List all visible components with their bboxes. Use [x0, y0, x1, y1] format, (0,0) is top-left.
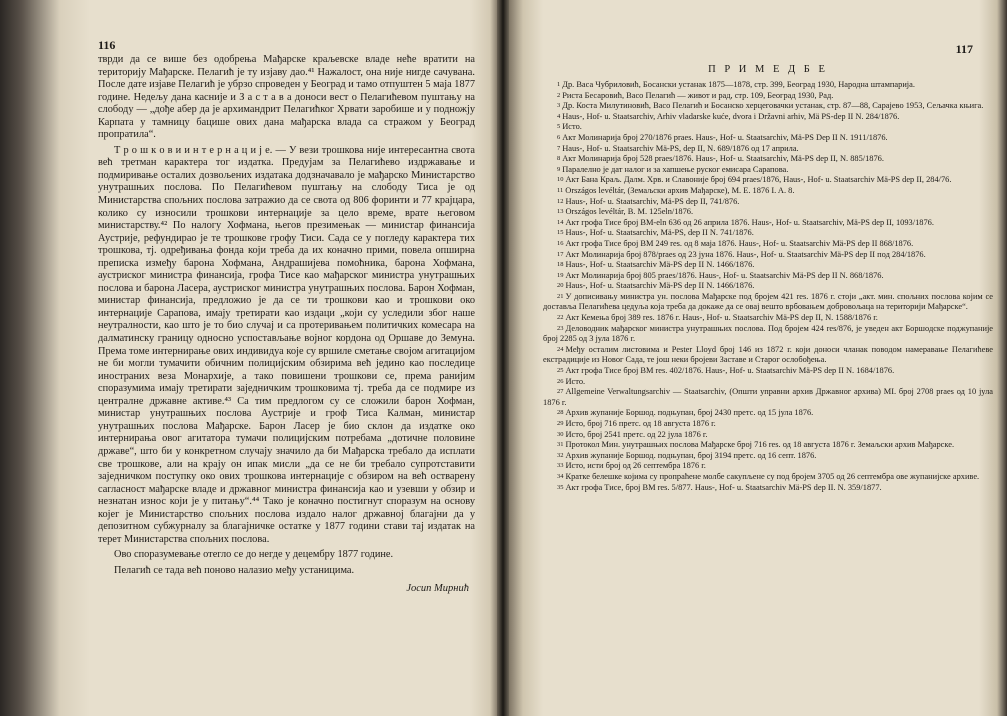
note-item — [543, 228, 993, 239]
note-item — [543, 292, 993, 313]
note-text: Исто, број 2541 претс. од 22 јула 1876 г. — [565, 429, 708, 439]
note-item — [543, 430, 993, 441]
note-number: 29 — [557, 420, 564, 427]
note-number: 23 — [557, 324, 564, 332]
note-item — [543, 281, 993, 292]
note-item — [543, 154, 993, 165]
note-number: 9 — [557, 165, 561, 173]
note-text: Архив жупаније Боршод. подњупан, број 3194 претс. од 16 септ. 1876. — [565, 450, 817, 460]
note-number: 17 — [557, 250, 564, 258]
note-text: Акт Молинарија број 528 praes/1876. Haus-, Hof- u. Staatsarchiv, Mä-PS dep II, N. 885/1876. — [562, 154, 884, 164]
note-item — [543, 80, 993, 91]
note-text: Haus-, Hof- u. Staatsarchiv Mä-PS dep II N. 1466/1876. — [565, 281, 755, 291]
note-text: Haus-, Hof- u. Staatsarchiv, Arhiv vladarske kuće, dvora i Državni arhiv, Mä PS-dep II N. 284/1876. — [562, 111, 900, 121]
note-number: 24 — [557, 345, 564, 353]
note-item — [543, 207, 993, 218]
note-number: 35 — [557, 483, 564, 491]
note-text: Allgemeine Verwaltungsarchiv — Staatsarchiv, (Општи управни архив Државног архива) MI. број 2708 praes од 10 јула 1876 г. — [543, 387, 993, 407]
note-item — [543, 472, 993, 483]
note-item — [543, 271, 993, 282]
note-text: У дописивању министра ун. послова Мађарске под бројем 421 res. 1876 г. стоји „акт. мин. спољних послова којим се доставља Пелагићева цедуља која треба да докаже да се овај вешто врбовањем добровољаца на територији Мађарске“. — [543, 291, 993, 312]
note-number: 31 — [557, 441, 564, 449]
note-text: Акт грофа Тисе број BM 249 res. од 8 маја 1876. Haus-, Hof- u. Staatsarchiv Mä-PS dep II 868/1876. — [565, 238, 914, 248]
note-item — [543, 239, 993, 250]
note-text: Исто, исти број од 26 септембра 1876 г. — [565, 461, 706, 471]
page-number-left: 116 — [98, 38, 116, 52]
note-number: 1 — [557, 81, 561, 88]
note-number: 2 — [557, 91, 561, 99]
note-item — [543, 483, 993, 494]
note-text: Протокол Мин. унутрашњих послова Мађарске број 716 res. од 18 августа 1876 г. Земаљски архив Мађарске. — [565, 440, 955, 450]
note-item — [543, 91, 993, 102]
note-text: Др. Васа Чубриловић, Босански устанак 1875—1878, стр. 399, Београд 1930, Народна штампарија. — [562, 80, 915, 89]
paragraph: Ово споразумевање отегло се до негде у децембру 1877 године. — [114, 549, 394, 561]
book-gutter — [497, 0, 509, 716]
note-number: 25 — [557, 367, 564, 375]
note-text: Архив жупаније Боршод. подњупан, број 2430 претс. од 15 јула 1876. — [565, 408, 814, 418]
note-text: Haus-, Hof- u. Staatsarchiv Mä-PS, dep II, N. 689/1876 од 17 априла. — [562, 143, 799, 153]
note-text: Риста Бесаровић, Васо Пелагић — живот и рад, стр. 109, Београд 1930, Рад. — [562, 90, 834, 100]
note-text: Паралелно је дат налог и за хапшење руског емисара Сарапова. — [562, 164, 789, 174]
note-number: 26 — [557, 377, 564, 385]
note-item — [543, 324, 993, 345]
notes-list — [543, 80, 993, 493]
note-text: Исто. — [562, 122, 582, 132]
note-item — [543, 345, 993, 366]
note-number: 21 — [557, 292, 564, 300]
note-text: Акт Молинарија број 878/praes од 23 јуна 1876. Haus-, Hof- u. Staatsarchiv Mä-PS dep II под 284/1876. — [565, 249, 926, 259]
note-text: Др. Коста Милутиновић, Васо Пелагић и Босанско херцеговачки устанак, стр. 87—88, Сарајево 1953, Сељачка књига. — [562, 101, 984, 111]
note-item — [543, 122, 993, 133]
note-item — [543, 377, 993, 388]
note-text: Акт грофа Тисе, број BM res. 5/877. Haus-, Hof- u. Staatsarchiv Mä-PS dep II. N. 359/1877. — [565, 482, 882, 492]
note-number: 32 — [557, 451, 564, 459]
note-item — [543, 144, 993, 155]
note-number: 27 — [557, 388, 564, 396]
note-item — [543, 451, 993, 462]
note-text: Haus-, Hof- u. Staatsarchiv Mä-PS dep II N. 1466/1876. — [565, 260, 755, 270]
note-item — [543, 260, 993, 271]
note-item — [543, 387, 993, 408]
body-text — [98, 54, 475, 577]
paragraph: тврди да се више без одобрења Мађарске краљевске владе неће вратити на територију Мађарске. Пелагић је ту изјаву дао.⁴¹ Нажалост, она није нигде сачувана. После дате изјаве Пелагић је убрзо спроведен у Београд и тамо отпуштен 5 маја 1877 године. Недељу дана касније и З а с т а в а доноси вест о Пелагићевом пуштању на слободу — „дође абер да је архимандрит Пелагићког Хрвати заробише и у подножју Карпата у тамницу бацише ових дана мађарска влада са стражом у Београд пропратила“. — [98, 54, 475, 141]
note-text: Haus-, Hof- u. Staatsarchiv, Mä-PS, dep II N. 741/1876. — [565, 228, 754, 238]
note-number: 14 — [557, 218, 564, 226]
note-text: Кратке белешке којима су пропраћене молбе сакупљене су под бројем 3705 од 26 септембра ове жупанијске архиве. — [565, 471, 980, 481]
note-text: Акт грофа Тисе број BM res. 402/1876. Haus-, Hof- u. Staatsarchiv Mä-PS dep II N. 1684/1876. — [565, 366, 895, 376]
left-page — [0, 0, 497, 716]
note-text: Акт Кемења број 389 res. 1876 г. Haus-, Hof- u. Staatsarchiv Mä-PS dep II, N. 1588/1876 г. — [565, 313, 878, 323]
note-item — [543, 250, 993, 261]
note-number: 5 — [557, 123, 561, 131]
note-item — [543, 366, 993, 377]
note-item — [543, 186, 993, 197]
note-item — [543, 101, 993, 112]
note-number: 7 — [557, 144, 561, 152]
right-page — [509, 0, 1007, 716]
note-number: 33 — [557, 462, 564, 470]
note-text: Акт Бана Краљ. Далм. Хрв. и Славоније број 694 praes/1876, Haus-, Hof- u. Staatsarchiv Mä-PS dep II, 284/76. — [565, 175, 952, 185]
note-text: Исто, број 716 претс. од 18 августа 1876 г. — [565, 419, 716, 428]
paragraph: Т р о ш к о в и и н т е р н а ц и ј е. — У вези трошкова није интересантна свота већ третман карактера тог издатка. Предујам за Пелагићево издржавање и подмиривање осталих дозвољених издатака додзначавало је мађарско Министарство унутрашњих послова. По Пелагићевом пуштању на слободу Тиса је од Министарства спољних послова затражио да се свота од 806 форинти и 77 крајцара, колико су износили трошкови интернације за цело време, врате његовом министарству.⁴² По налогу Хофмана, његов презимењак — министар финансија Аустрије, рефундирао је те трошкове грофу Тиси. Сада се у погледу карактера тих трошкова, тј. одређивања фонда који треба да их коначно прими, повела опширна преписка између барона Хофмана, Андрашијева помоћника, барона Хофмана, аустриског министра финансија, грофа Тисе као мађарског министра унутрашњих послова и барона Ласера, аустриског министра унутрашњих послова. Барон Хофман, министар финансија, предложио је да се ти трошкови као и трошкови око интернације Сарапова, имају третирати као издаци „који су уследили због наше неутралности, као што је то био случај и са протеривањем политичких комесара на далматинску границу односно успостављање војног кордона од Оршаве до Земуна. Према томе интернирање ових индивидуа које су вршиле сметање својом агитацијом не би могли тумачити обичним полицијским обзирима већ једино као последице иностраних веза Монархије, а тако повишени трошкови се, према ранијим споразумима имају третирати заједничким трошковима тј. треба да се подмире из централне државне активе.⁴³ Са тим предлогом су се сложили барон Хофман, министар унутрашњих послова Аустрије и гроф Тиса Калман, министар унутрашњих послова Мађарске. Барон Ласер је био склон да издатке око интернирања овог агитатора тумачи полицијским потребама „дотичне половине државе“, што би у конкретном случају значило да би Мађарска требало да исплати све трошкове, али на крају он ипак мисли „да се не би требало супротставити заједничком поступку око ових трошкова интернације с обзиром на већ остварену сагласност мађарске владе и државног министра финансија као и узевши у обзир и незнатан износ који је у питању“.⁴⁴ Тако је коначно постигнут споразум на основу којег је Министарство спољних послова издало налог државној благајни да у депозитном субжурналу за благајничке остатке у 1877 години стави тај издатак на терет Министарства спољних послова. — [98, 144, 475, 545]
note-number: 28 — [557, 409, 564, 417]
note-item — [543, 165, 993, 176]
note-number: 16 — [557, 239, 564, 247]
note-item — [543, 112, 993, 123]
note-text: Међу осталим листовима и Pester Lloyd број 146 из 1872 г. који доноси чланак поводом намеравање Пелагићеве екстрадиције из Новог Сада, те још неки бројеви Заставе и Старог ослобођења. — [543, 344, 993, 365]
note-item — [543, 175, 993, 186]
author-signature: Јосип Мирнић — [406, 583, 469, 595]
note-number: 20 — [557, 282, 564, 290]
note-number: 30 — [557, 430, 564, 438]
note-item — [543, 313, 993, 324]
note-number: 13 — [557, 208, 564, 216]
note-number: 15 — [557, 229, 564, 237]
note-text: Haus-, Hof- u. Staatsarchiv, Mä-PS dep II, 741/876. — [565, 196, 740, 206]
note-text: Акт Молинарија број 805 praes/1876. Haus-, Hof- u. Staatsarchiv Mä-PS dep II N. 868/1876. — [565, 270, 884, 280]
note-item — [543, 133, 993, 144]
note-number: 6 — [557, 133, 561, 141]
note-number: 3 — [557, 102, 561, 110]
paragraph: Пелагић се тада већ поново налазио међу устаницима. — [114, 564, 355, 576]
note-number: 11 — [557, 186, 564, 194]
note-number: 4 — [557, 112, 561, 120]
note-number: 22 — [557, 314, 564, 322]
note-number: 12 — [557, 197, 564, 205]
note-text: Исто. — [565, 376, 586, 386]
note-text: Акт Молинарија број 270/1876 praes. Haus-, Hof- u. Staatsarchiv, Mä-PS Dep II N. 1911/1876. — [562, 132, 888, 142]
note-text: Országos levéltár, (Земаљски архив Мађарске), M. E. 1876 I. A. 8. — [565, 185, 795, 195]
note-text: Деловодник мађарског министра унутрашњих послова. Под бројем 424 res/876, је уведен акт Боршодске поджупаније број 2285 од 3 јула 1876 г. — [543, 323, 993, 344]
note-item — [543, 440, 993, 451]
note-item — [543, 419, 993, 430]
note-number: 10 — [557, 176, 564, 184]
note-item — [543, 218, 993, 229]
note-number: 34 — [557, 472, 564, 480]
note-item — [543, 461, 993, 472]
page-number-right: 117 — [955, 42, 973, 56]
note-item — [543, 197, 993, 208]
note-number: 19 — [557, 271, 564, 279]
note-number: 18 — [557, 261, 564, 269]
notes-heading: П Р И М Е Д Б Е — [708, 64, 828, 75]
note-text: Országos levéltár, B. M. 125eln/1876. — [565, 207, 694, 217]
note-item — [543, 408, 993, 419]
note-text: Акт грофа Тисе број BM-eln 636 од 26 априла 1876. Haus-, Hof- u. Staatsarchiv, Mä-PS dep II, 1093/1876. — [565, 217, 934, 227]
note-number: 8 — [557, 155, 561, 163]
